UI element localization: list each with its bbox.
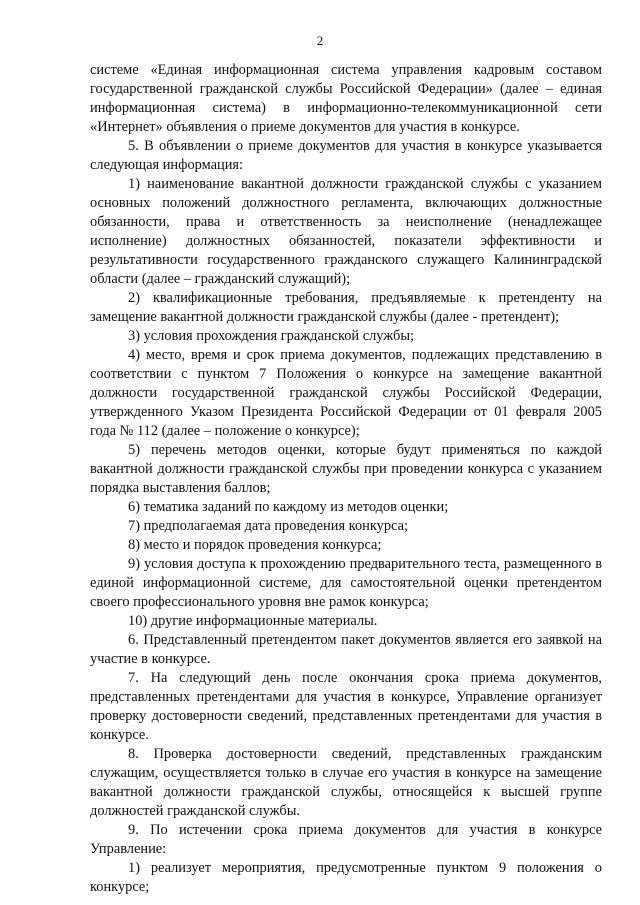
list-item-1: 1) наименование вакантной должности гражданской службы с указанием основных положений должностного регламента, включающих должностные обязанности, права и ответственность за неисполнение (ненадлежащее исполнение) должностных обязанностей, показатели эффективности и результативности государственного гражданского служащего Калининградской области (далее – гражданский служащий);	[90, 176, 602, 287]
paragraph-clause-6: 6. Представленный претендентом пакет документов является его заявкой на участие в конкурсе.	[90, 632, 602, 667]
paragraph-continuation: системе «Единая информационная система управления кадровым составом государственной гражданской службы Российской Федерации» (далее – единая информационная система) в информационно-телекоммуникационной сети «Интернет» объявления о приеме документов для участия в конкурсе.	[90, 62, 602, 135]
list-item-4: 4) место, время и срок приема документов, подлежащих представлению в соответствии с пунктом 7 Положения о конкурсе на замещение вакантной должности государственной гражданской службы Российской Федерации, утвержденного Указом Президента Российской Федерации от 01 февраля 2005 года № 112 (далее – положение о конкурсе);	[90, 347, 602, 439]
list-item-3: 3) условия прохождения гражданской службы;	[128, 328, 415, 344]
paragraph-clause-7: 7. На следующий день после окончания срока приема документов, представленных претендентами для участия в конкурсе, Управление организует проверку достоверности сведений, представленных претендентами для участия в конкурсе.	[90, 670, 602, 743]
list-item-7: 7) предполагаемая дата проведения конкурса;	[128, 518, 408, 534]
document-body	[90, 61, 602, 897]
paragraph-clause-9: 9. По истечении срока приема документов для участия в конкурсе Управление:	[90, 822, 602, 857]
list-item-9: 9) условия доступа к прохождению предварительного теста, размещенного в единой информационной системе, для самостоятельной оценки претендентом своего профессионального уровня вне рамок конкурса;	[90, 556, 602, 610]
paragraph-clause-8: 8. Проверка достоверности сведений, представленных гражданским служащим, осуществляется только в случае его участия в конкурсе на замещение вакантной должности гражданской службы, относящейся к высшей группе должностей гражданской службы.	[90, 746, 602, 819]
list-item-6: 6) тематика заданий по каждому из методов оценки;	[128, 499, 449, 515]
paragraph-clause-5: 5. В объявлении о приеме документов для участия в конкурсе указывается следующая информация:	[90, 138, 602, 173]
list-item-5: 5) перечень методов оценки, которые будут применяться по каждой вакантной должности гражданской службы при проведении конкурса с указанием порядка выставления баллов;	[90, 442, 602, 496]
list-item-2: 2) квалификационные требования, предъявляемые к претенденту на замещение вакантной должности гражданской службы (далее - претендент);	[90, 290, 602, 325]
list-item-8: 8) место и порядок проведения конкурса;	[128, 537, 382, 553]
list-item-10: 10) другие информационные материалы.	[128, 613, 378, 629]
list-item-9-1: 1) реализует мероприятия, предусмотренные пунктом 9 положения о конкурсе;	[90, 860, 602, 895]
page-number: 2	[316, 33, 324, 48]
